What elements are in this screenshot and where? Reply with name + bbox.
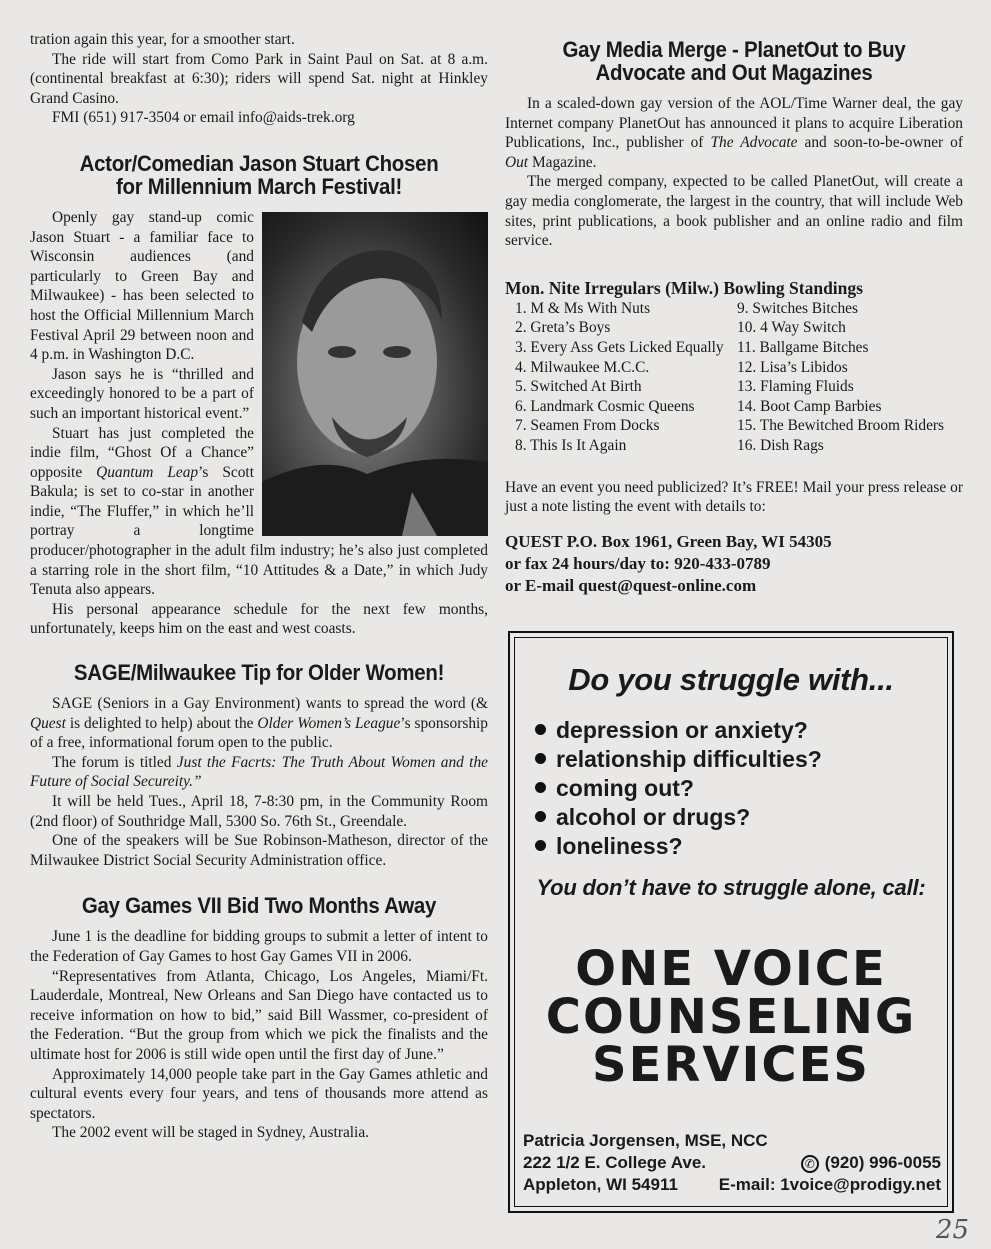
right-column	[505, 38, 963, 597]
games-paragraph-4: The 2002 event will be staged in Sydney, Australia.	[52, 1124, 370, 1142]
list-item: 12. Lisa’s Libidos	[737, 358, 848, 376]
list-item: loneliness?	[535, 832, 947, 861]
list-item: 6. Landmark Cosmic Queens	[515, 397, 695, 415]
list-item: 7. Seamen From Docks	[515, 417, 660, 435]
list-item: 9. Switches Bitches	[737, 299, 858, 317]
bowling-column-1	[505, 299, 737, 456]
merge-paragraph-1: In a scaled-down gay version of the AOL/Time Warner deal, the gay Internet company PlanetOut has announced it plans to acquire Liberation Publications, Inc., publisher of The Advocate and soon-to-be-owner of Out Magazine.	[505, 95, 963, 171]
merge-headline-2: Advocate and Out Magazines	[595, 60, 873, 85]
list-item: 3. Every Ass Gets Licked Equally	[515, 338, 724, 356]
left-column	[30, 30, 488, 1143]
counselor-name: Patricia Jorgensen, MSE, NCC	[523, 1131, 768, 1150]
merge-headline-1: Gay Media Merge - PlanetOut to Buy	[562, 37, 906, 62]
games-paragraph-1: June 1 is the deadline for bidding groups to submit a letter of intent to the Federation of Gay Games to host Gay Games VII in 2006.	[30, 928, 488, 965]
ad-contact-details	[523, 1130, 941, 1196]
list-item: relationship difficulties?	[535, 745, 947, 774]
quest-fax: or fax 24 hours/day to: 920-433-0789	[505, 553, 771, 573]
list-item: 15. The Bewitched Broom Riders	[737, 417, 945, 435]
ad-question: Do you struggle with...	[568, 662, 894, 697]
phone-icon: ✆	[801, 1155, 819, 1173]
list-item: 8. This Is It Again	[515, 436, 627, 454]
list-item: 14. Boot Camp Barbies	[737, 397, 882, 415]
list-item: 2. Greta’s Boys	[515, 319, 611, 337]
sage-headline: SAGE/Milwaukee Tip for Older Women!	[73, 660, 445, 686]
ad-street-address: 222 1/2 E. College Ave.	[523, 1153, 706, 1172]
organization-name: ONE VOICE COUNSELING SERVICES	[545, 941, 917, 1093]
bullet-icon	[535, 840, 546, 851]
list-item: alcohol or drugs?	[535, 803, 947, 832]
sage-paragraph-2: The forum is titled Just the Facrts: The Truth About Women and the Future of Social Secureity.”	[30, 753, 488, 791]
list-item: 10. 4 Way Switch	[737, 319, 846, 337]
stuart-paragraph-1: Openly gay stand-up comic Jason Stuart - a familiar face to Wisconsin audiences (and particularly to Green Bay and Milwaukee) - has been selected to host the Official Millennium March Festival April 29 between noon and 4 p.m. in Washington D.C.	[30, 208, 254, 364]
ad-city-address: Appleton, WI 54911	[523, 1175, 678, 1194]
bullet-icon	[535, 782, 546, 793]
bowling-title: Mon. Nite Irregulars (Milw.) Bowling Standings	[505, 277, 863, 298]
stuart-headline-1: Actor/Comedian Jason Stuart Chosen	[79, 150, 439, 176]
stuart-paragraph-4: His personal appearance schedule for the next few months, unfortunately, keeps him on the east and west coasts.	[30, 600, 488, 638]
jason-stuart-photo	[262, 212, 488, 536]
list-item: 13. Flaming Fluids	[737, 378, 854, 396]
stuart-paragraph-3: Stuart has just completed the indie film, “Ghost Of a Chance” opposite Quantum Leap’s Scott Bakula; is set to co-star in another indie, “The Fluffer,” in which he’ll portray a longtime producer/photographer in the adult film industry; he’s also just completed a starring role in the short film, “10 Attitudes & a Date,” in which Judy Tenuta also appears.	[30, 424, 488, 599]
list-item: 16. Dish Rags	[737, 436, 824, 454]
bullet-icon	[535, 724, 546, 735]
continued-text-2: The ride will start from Como Park in Saint Paul on Sat. at 8 a.m. (continental breakfast at 6:30); riders will spend Sat. night at Hinkley Grand Casino.	[30, 50, 488, 107]
sage-paragraph-4: One of the speakers will be Sue Robinson-Matheson, director of the Milwaukee District Social Security Administration office.	[30, 832, 488, 869]
ad-email: E-mail: 1voice@prodigy.net	[718, 1175, 941, 1194]
list-item: 4. Milwaukee M.C.C.	[515, 358, 650, 376]
publicize-note: Have an event you need publicized? It’s FREE! Mail your press release or just a note listing the event with details to:	[505, 478, 963, 516]
counseling-advertisement	[508, 631, 954, 1213]
games-paragraph-2: “Representatives from Atlanta, Chicago, Los Angeles, Miami/Ft. Lauderdale, Montreal, New Orleans and San Diego have contacted us to receive information on how to bid,” said Bill Wassmer, co-president of the Federation. “But the group from which we pick the finalists and the ultimate host for 2006 is still wide open until the first day of June.”	[30, 967, 488, 1063]
page-number: 25	[935, 1215, 969, 1245]
ad-issue-list	[535, 716, 947, 861]
list-item: coming out?	[535, 774, 947, 803]
quest-address: QUEST P.O. Box 1961, Green Bay, WI 54305	[505, 531, 832, 551]
quest-email: or E-mail quest@quest-online.com	[505, 575, 757, 595]
bullet-icon	[535, 811, 546, 822]
list-item: depression or anxiety?	[535, 716, 947, 745]
stuart-headline-2: for Millennium March Festival!	[115, 173, 403, 199]
bowling-standings	[505, 299, 963, 456]
ad-phone: ✆ (920) 996-0055	[801, 1152, 941, 1174]
continued-text-3: FMI (651) 917-3504 or email info@aids-trek.org	[52, 109, 355, 127]
ad-inner-border	[514, 637, 948, 1207]
list-item: 11. Ballgame Bitches	[737, 338, 869, 356]
bowling-column-2	[737, 299, 963, 456]
games-headline: Gay Games VII Bid Two Months Away	[81, 893, 437, 919]
stuart-paragraph-2: Jason says he is “thrilled and exceedingly honored to be a part of such an important historical event.”	[30, 365, 254, 422]
sage-paragraph-1: SAGE (Seniors in a Gay Environment) wants to spread the word (& Quest is delighted to help) about the Older Women’s League’s sponsorship of a free, informational forum open to the public.	[30, 695, 489, 752]
ad-tagline: You don’t have to struggle alone, call:	[536, 875, 926, 900]
merge-paragraph-2: The merged company, expected to be called PlanetOut, will create a gay media conglomerate, the largest in the country, that will include Web sites, print publications, a book publisher and an online radio and film service.	[505, 173, 963, 250]
list-item: 1. M & Ms With Nuts	[515, 299, 651, 317]
sage-paragraph-3: It will be held Tues., April 18, 7-8:30 pm, in the Community Room (2nd floor) of Southridge Mall, 5300 So. 76th St., Greendale.	[30, 793, 488, 830]
games-paragraph-3: Approximately 14,000 people take part in the Gay Games athletic and cultural events every four years, and tens of thousands more attend as spectators.	[30, 1065, 488, 1122]
continued-text-1: tration again this year, for a smoother start.	[30, 31, 295, 48]
bullet-icon	[535, 753, 546, 764]
list-item: 5. Switched At Birth	[515, 378, 642, 396]
